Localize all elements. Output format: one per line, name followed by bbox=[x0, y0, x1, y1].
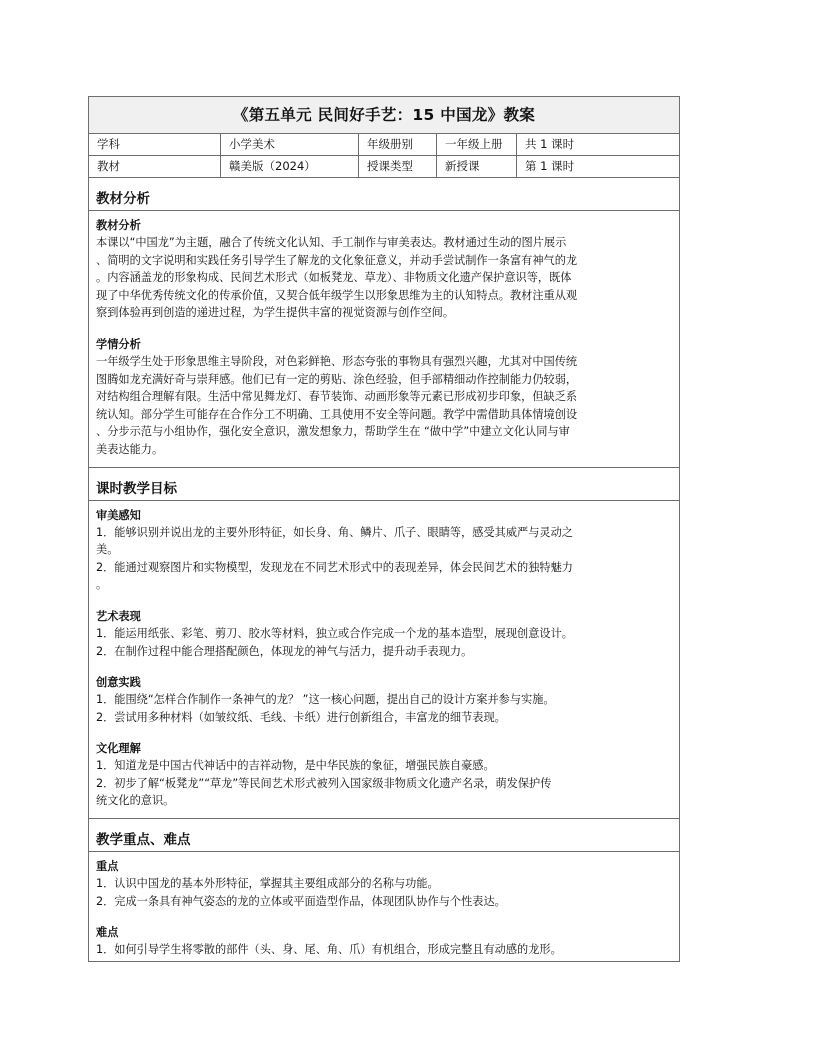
objective-list-creative bbox=[96, 691, 679, 726]
paragraph-line: 本课以“中国龙”为主题，融合了传统文化认知、手工制作与审美表达。教材通过生动的图片展示 bbox=[96, 236, 567, 249]
paragraph-line: 察到体验再到创造的递进过程，为学生提供丰富的视觉资源与创作空间。 bbox=[96, 306, 455, 320]
list-item: 1．知道龙是中国古代神话中的吉祥动物，是中华民族的象征，增强民族自豪感。 bbox=[96, 759, 495, 773]
subheading-cultural-understanding: 文化理解 bbox=[96, 742, 141, 756]
objective-list-culture bbox=[96, 757, 679, 810]
list-item: 1．能够识别并说出龙的主要外形特征，如长身、角、鳞片、爪子、眼睛等，感受其威严与灵动之 bbox=[96, 525, 573, 539]
learner-analysis-text bbox=[96, 353, 679, 459]
info-label-grade: 年级册别 bbox=[359, 134, 437, 155]
paragraph-line: 。内容涵盖龙的形象构成、民间艺术形式（如板凳龙、草龙）、非物质文化遗产保护意识等，既体 bbox=[96, 271, 572, 285]
list-item: 2．在制作过程中能合理搭配颜色，体现龙的神气与活力，提升动手表现力。 bbox=[96, 644, 473, 658]
list-item: 统文化的意识。 bbox=[96, 794, 175, 808]
objective-list-aesthetic bbox=[96, 524, 679, 594]
objective-list-expression bbox=[96, 625, 679, 660]
paragraph-line: 图腾如龙充满好奇与崇拜感。他们已有一定的剪贴、涂色经验，但手部精细动作控制能力仍较弱， bbox=[96, 372, 578, 386]
list-item: 2．完成一条具有神气姿态的龙的立体或平面造型作品，体现团队协作与个性表达。 bbox=[96, 894, 506, 908]
info-value-lesson-type: 新授课 bbox=[437, 156, 517, 177]
info-value-subject: 小学美术 bbox=[221, 134, 359, 155]
subheading-learner-analysis: 学情分析 bbox=[96, 337, 141, 351]
section-title-material: 教材分析 bbox=[89, 188, 679, 211]
section-title-objectives: 课时教学目标 bbox=[89, 478, 679, 501]
info-value-period: 第 1 课时 bbox=[525, 159, 575, 173]
difficulty-list bbox=[96, 941, 679, 959]
material-analysis-text bbox=[96, 234, 679, 322]
material-analysis-section bbox=[89, 188, 679, 468]
subheading-focus: 重点 bbox=[96, 860, 119, 874]
paragraph-line: 美表达能力。 bbox=[96, 442, 164, 456]
subheading-creative-practice: 创意实践 bbox=[96, 676, 141, 690]
list-item: 2．初步了解“板凳龙”“草龙”等民间艺术形式被列入国家级非物质文化遗产名录，萌发保护传 bbox=[96, 776, 552, 790]
list-item: 1．认识中国龙的基本外形特征，掌握其主要组成部分的名称与功能。 bbox=[96, 877, 439, 891]
paragraph-line: 对结构组合理解有限。生活中常见舞龙灯、春节装饰、动画形象等元素已形成初步印象，但缺乏系 bbox=[96, 390, 578, 404]
paragraph-line: 、简明的文字说明和实践任务引导学生了解龙的文化象征意义，并动手尝试制作一条富有神气的龙 bbox=[96, 253, 578, 267]
subheading-artistic-expression: 艺术表现 bbox=[96, 609, 141, 623]
lesson-plan-document bbox=[88, 96, 680, 962]
info-value-textbook: 赣美版（2024） bbox=[221, 156, 359, 177]
list-item: 1．能围绕“怎样合作制作一条神气的龙？ ”这一核心问题，提出自己的设计方案并参与实施。 bbox=[96, 693, 555, 707]
focus-list bbox=[96, 875, 679, 910]
info-value-total-periods: 共 1 课时 bbox=[525, 137, 575, 151]
objectives-section bbox=[89, 478, 679, 820]
list-item: 2．尝试用多种材料（如皱纹纸、毛线、卡纸）进行创新组合，丰富龙的细节表现。 bbox=[96, 710, 506, 724]
paragraph-line: 、分步示范与小组协作，强化安全意识，激发想象力，帮助学生在 “做中学”中建立文化认同与审 bbox=[96, 425, 570, 439]
list-item: 1．如何引导学生将零散的部件（头、身、尾、角、爪）有机组合，形成完整且有动感的龙形。 bbox=[96, 943, 562, 957]
subheading-aesthetic-perception: 审美感知 bbox=[96, 508, 141, 522]
paragraph-line: 统认知。部分学生可能存在合作分工不明确、工具使用不安全等问题。教学中需借助具体情境创设 bbox=[96, 407, 578, 421]
section-title-key-points: 教学重点、难点 bbox=[89, 829, 679, 852]
info-row-textbook bbox=[89, 156, 679, 178]
list-item: 。 bbox=[96, 578, 108, 592]
paragraph-line: 一年级学生处于形象思维主导阶段，对色彩鲜艳、形态夸张的事物具有强烈兴趣，尤其对中国传统 bbox=[96, 354, 578, 368]
document-title: 《第五单元 民间好手艺：15 中国龙》教案 bbox=[89, 97, 679, 134]
subheading-material-analysis: 教材分析 bbox=[96, 219, 141, 232]
info-label-textbook: 教材 bbox=[89, 156, 221, 177]
key-points-section bbox=[89, 829, 679, 962]
paragraph-line: 现了中华优秀传统文化的传承价值，又契合低年级学生以形象思维为主的认知特点。教材注重从观 bbox=[96, 288, 578, 302]
info-label-subject: 学科 bbox=[89, 134, 221, 155]
subheading-difficulty: 难点 bbox=[96, 926, 119, 940]
list-item: 1．能运用纸张、彩笔、剪刀、胶水等材料，独立或合作完成一个龙的基本造型，展现创意设计。 bbox=[96, 626, 573, 640]
info-row-subject bbox=[89, 134, 679, 156]
list-item: 美。 bbox=[96, 543, 119, 557]
list-item: 2．能通过观察图片和实物模型，发现龙在不同艺术形式中的表现差异，体会民间艺术的独特魅力 bbox=[96, 560, 573, 574]
info-value-grade: 一年级上册 bbox=[437, 134, 517, 155]
info-label-lesson-type: 授课类型 bbox=[359, 156, 437, 177]
